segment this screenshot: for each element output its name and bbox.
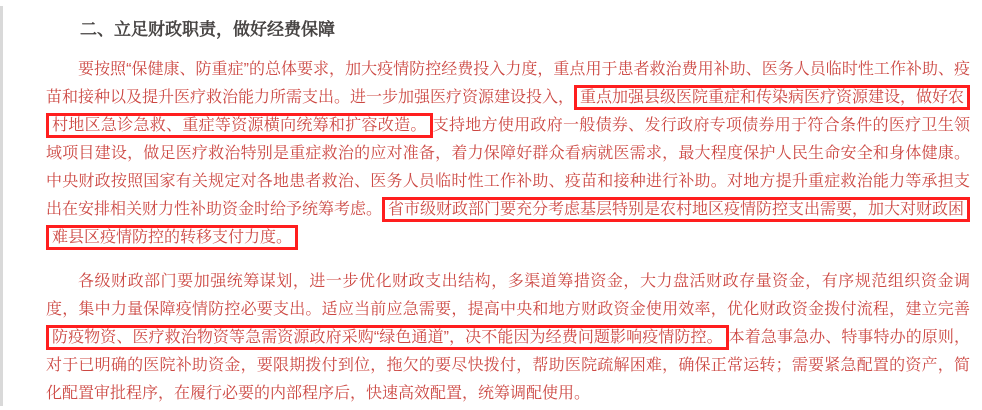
section-heading: 二、立足财政职责，做好经费保障: [80, 20, 335, 39]
highlight-box-1: 重点加强县级医院重症和传染病医疗资源建设，做好农村地区急诊急救、重症等资源横向统筹和扩容改造。: [46, 85, 970, 138]
left-border-rule: [0, 6, 3, 406]
highlight-box-2: 省市级财政部门要充分考虑基层特别是农村地区疫情防控支出需要，加大对财政困难县区疫情防控的转移支付力度。: [46, 197, 970, 250]
paragraph-2: [0, 252, 982, 408]
paragraph-2-segment-2: 本着急事急办、特事特办的原则，对于已明确的医院补助资金，要限期拨付到位，拖欠的要尽快拨付，帮助医院疏解困难，确保正常运转；需要紧急配置的资产，简化配置审批程序，在履行必要的内部程序后，快速高效配置，统筹调配使用。: [46, 329, 970, 402]
highlight-box-3: 防疫物资、医疗救治物资等急需资源政府采购“绿色通道”，决不能因为经费问题影响疫情防控。: [46, 325, 729, 350]
paragraph-1: [0, 46, 982, 252]
paragraph-1-segment-2: 支持地方使用政府一般债券、发行政府专项债券用于符合条件的医疗卫生领域项目建设，做足医疗救治特别是重症救治的应对准备，着力保障好群众看病就医需求，最大程度保护人民生命安全和身体健康。中央财政按照国家有关规定对各地患者救治、医务人员临时性工作补助、疫苗和接种进行补助。对地方提升重症救治能力等承担支出在安排相关财力性补助资金时给予统筹考虑。: [46, 117, 970, 218]
paragraph-1-segment-1: 要按照“保健康、防重症”的总体要求，加大疫情防控经费投入力度，重点用于患者救治费用补助、医务人员临时性工作补助、疫苗和接种以及提升医疗救治能力所需支出。进一步加强医疗资源建设投入，: [46, 61, 970, 106]
paragraph-2-segment-1: 各级财政部门要加强统筹谋划，进一步优化财政支出结构，多渠道筹措资金，大力盘活财政存量资金，有序规范组织资金调度，集中力量保障疫情防控必要支出。适应当前应急需要，提高中央和地方财政资金使用效率，优化财政资金拨付流程，建立完善: [46, 273, 970, 318]
